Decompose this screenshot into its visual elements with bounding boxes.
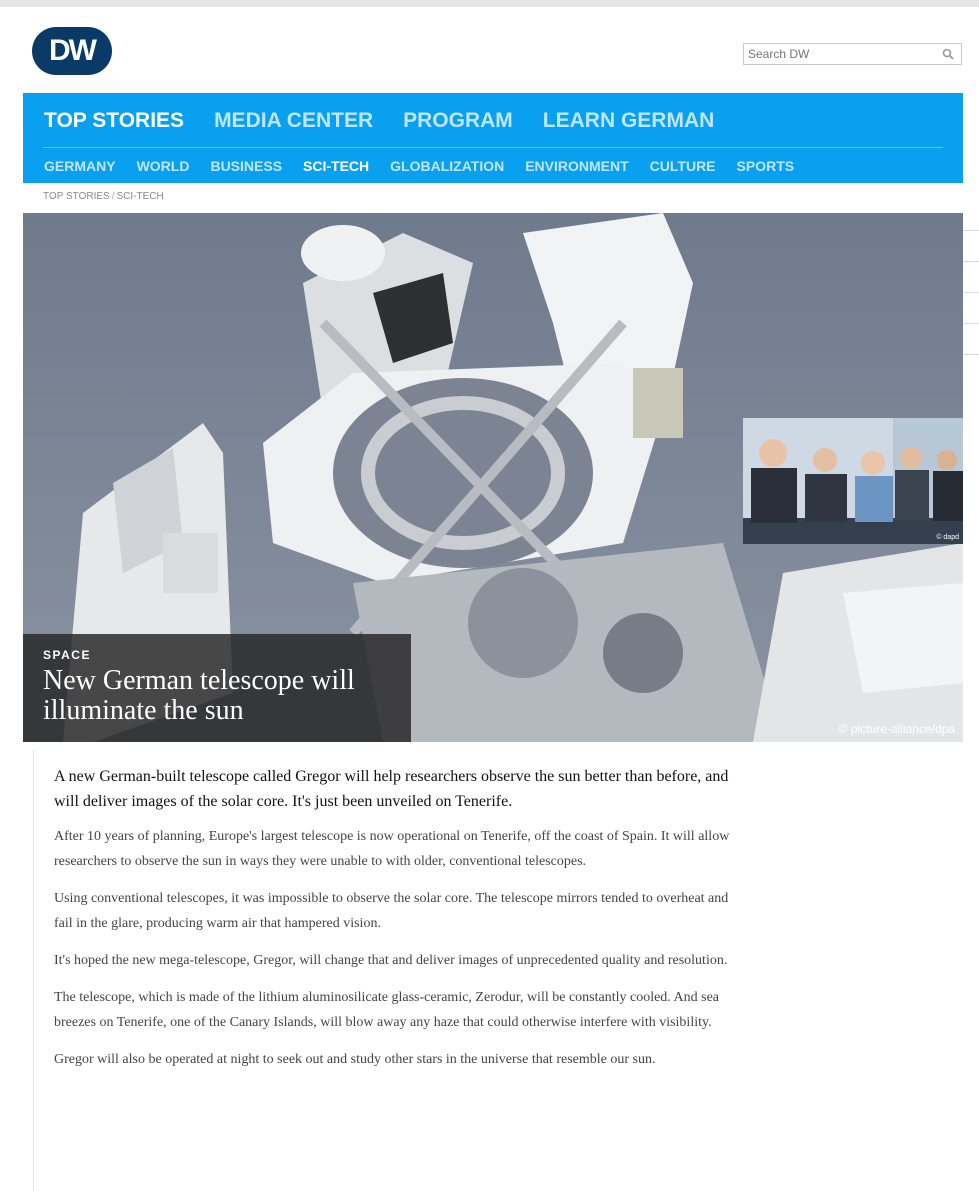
subnav-culture[interactable]: CULTURE: [649, 158, 716, 174]
subnav-world[interactable]: WORLD: [136, 158, 190, 174]
headline-overlay: [23, 634, 411, 742]
photo-credit: © picture-alliance/dpa: [838, 722, 955, 736]
thumbnail-credit: © dapd: [936, 534, 959, 541]
related-photo-thumbnail[interactable]: [743, 418, 963, 544]
breadcrumb-sci-tech[interactable]: SCI-TECH: [116, 191, 164, 202]
article-headline: New German telescope will illuminate the sun: [43, 665, 355, 726]
article-left-rule: [33, 750, 34, 1191]
breadcrumb-separator: /: [111, 191, 115, 202]
search-box[interactable]: [743, 43, 962, 65]
article-paragraph: The telescope, which is made of the lithium aluminosilicate glass-ceramic, Zerodur, will be constantly cooled. And sea breezes on Tenerife, one of the Canary Islands, will blow away any haze that could otherwise interfere with visibility.: [54, 990, 720, 1030]
nav-learn-german[interactable]: LEARN GERMAN: [542, 109, 715, 132]
article-lead: A new German-built telescope called Gregor will help researchers observe the sun better than before, and will deliver images of the solar core. It's just been unveiled on Tenerife.: [54, 768, 729, 810]
dw-logo[interactable]: DW: [32, 27, 112, 75]
primary-nav: [44, 109, 744, 133]
subnav-germany[interactable]: GERMANY: [44, 158, 116, 174]
subnav-sports[interactable]: SPORTS: [736, 158, 795, 174]
nav-divider: [43, 147, 943, 148]
article-paragraph: After 10 years of planning, Europe's largest telescope is now operational on Tenerife, off the coast of Spain. It will allow researchers to observe the sun in ways they were unable to with older, conventional telescopes.: [54, 829, 730, 869]
article-body: [54, 764, 744, 1084]
article-paragraph: Using conventional telescopes, it was impossible to observe the solar core. The telescope mirrors tended to overheat and fail in the glare, producing warm air that hampered vision.: [54, 891, 729, 931]
nav-top-stories[interactable]: TOP STORIES: [44, 109, 185, 132]
article-paragraph: It's hoped the new mega-telescope, Gregor, will change that and deliver images of unprecedented quality and resolution.: [54, 953, 728, 968]
main-navigation: [23, 93, 963, 183]
article-paragraph: Gregor will also be operated at night to seek out and study other stars in the universe that resemble our sun.: [54, 1052, 656, 1067]
subnav-sci-tech[interactable]: SCI-TECH: [303, 158, 370, 174]
press-conference-photo: [743, 418, 963, 544]
nav-media-center[interactable]: MEDIA CENTER: [214, 109, 374, 132]
search-input[interactable]: [744, 44, 938, 64]
nav-program[interactable]: PROGRAM: [403, 109, 513, 132]
breadcrumb: [43, 191, 164, 202]
article-kicker: SPACE: [43, 648, 91, 662]
hero-image[interactable]: [23, 213, 963, 742]
breadcrumb-top-stories[interactable]: TOP STORIES: [43, 191, 110, 202]
secondary-nav: [44, 158, 815, 174]
right-edge-widget: [963, 230, 979, 385]
top-strip: [0, 0, 979, 7]
subnav-business[interactable]: BUSINESS: [210, 158, 283, 174]
subnav-globalization[interactable]: GLOBALIZATION: [390, 158, 505, 174]
subnav-environment[interactable]: ENVIRONMENT: [525, 158, 629, 174]
search-icon[interactable]: [941, 47, 955, 61]
